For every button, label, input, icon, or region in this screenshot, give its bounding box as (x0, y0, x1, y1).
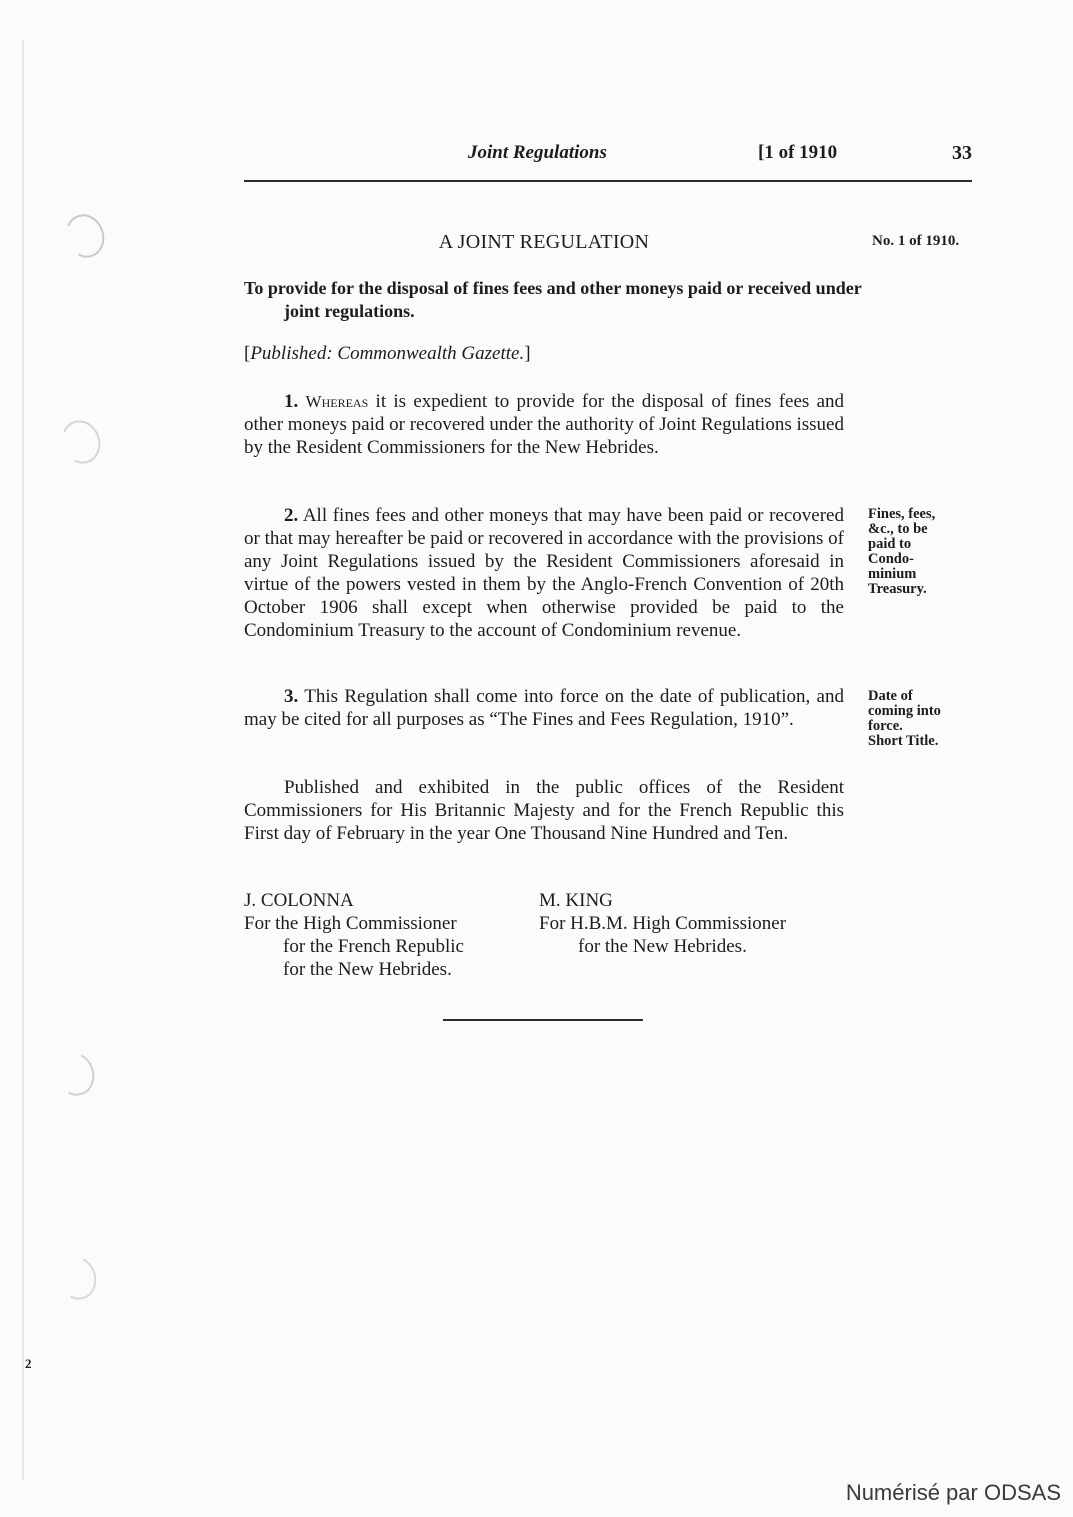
running-header (244, 142, 972, 166)
whereas-lead: Whereas (305, 392, 369, 411)
signature-colonna: J. COLONNA For the High Commissioner for the French Republic for the New Hebrides. (244, 889, 534, 981)
act-reference: [1 of 1910 (758, 142, 838, 163)
section-3 (244, 685, 844, 731)
section-text: All fines fees and other moneys that may have been paid or recovered or that may hereafter be paid or recovered in accordance with the provisions of any Joint Regulations issued by the Resident Commissioners aforesaid in virtue of the powers vested in them by the Anglo-French Convention of 20th October 1906 shall except when otherwise provided be paid to the Condominium Treasury to the account of Condominium revenue. (244, 505, 844, 641)
publication-paragraph: Published and exhibited in the public offices of the Resident Commissioners for His Britannic Majesty and for the French Republic this First day of February in the year One Thousand Nine Hundred and Ten. (244, 777, 844, 844)
section-number: 2. (284, 505, 299, 526)
margin-note-fines: Fines, fees, &c., to be paid to Condo- minium Treasury. (868, 506, 936, 597)
page-edge (22, 40, 24, 1480)
punch-hole (50, 1047, 101, 1101)
signatory-name: J. COLONNA (244, 890, 354, 911)
end-rule (443, 1019, 643, 1021)
punch-hole (60, 209, 111, 263)
section-number: 1. (284, 391, 299, 412)
digitization-watermark: Numérisé par ODSAS (845, 1480, 1061, 1505)
margin-note-commencement: Date of coming into force. Short Title. (868, 688, 941, 749)
section-text: it is expedient to provide for the disposal of fines fees and other moneys paid or recovered under the authority of Joint Regulations issued by the Resident Commissioners for the New Hebrides. (244, 391, 845, 458)
page-number: 33 (952, 142, 972, 164)
signatory-name: M. KING (539, 890, 613, 911)
regulation-number: No. 1 of 1910. (872, 233, 960, 249)
punch-hole (52, 1251, 103, 1305)
long-title: To provide for the disposal of fines fees and other moneys paid or received under joint regulations. (244, 278, 862, 321)
section-text: This Regulation shall come into force on the date of publication, and may be cited for all purposes as “The Fines and Fees Regulation, 1910”. (244, 686, 844, 730)
running-title: Joint Regulations (468, 142, 607, 163)
signature-king: M. KING For H.B.M. High Commissioner for the New Hebrides. (539, 889, 849, 958)
document-title: A JOINT REGULATION (438, 231, 650, 253)
publication-text: Published: Commonwealth Gazette. (250, 343, 525, 364)
header-rule (244, 180, 972, 182)
punch-hole (56, 415, 107, 469)
publication-note: [Published: Commonwealth Gazette.] (244, 343, 531, 364)
side-number: 2 (25, 1356, 32, 1371)
section-2 (244, 504, 844, 642)
section-number: 3. (284, 686, 299, 707)
section-1 (244, 390, 844, 459)
